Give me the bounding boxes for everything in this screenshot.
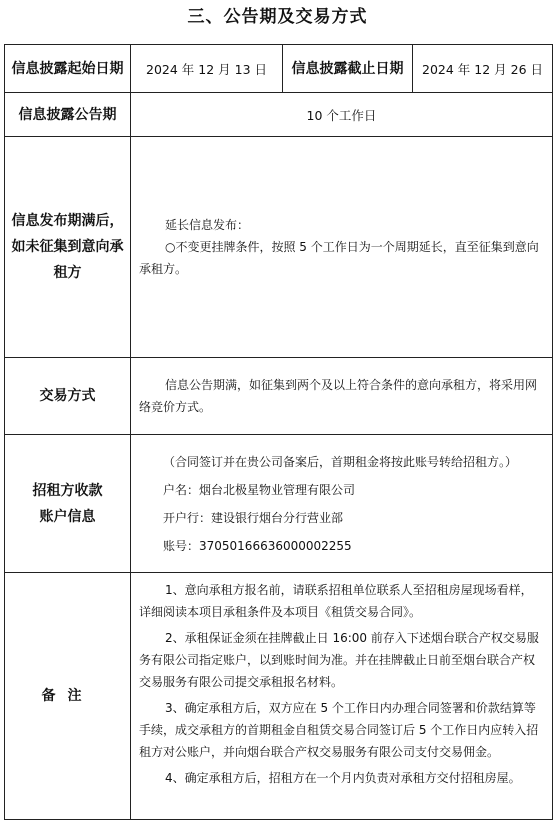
trade-method-content: [131, 358, 553, 435]
account-label-line-2: 账户信息: [39, 508, 96, 525]
extension-heading: 延长信息发布：: [165, 218, 250, 232]
remarks-label: [5, 573, 131, 820]
remark-item-3: 3、确定承租方后，双方应在 5 个工作日内办理合同签署和价款结算等手续，成交承租方的首期租金自租赁交易合同签订后 5 个工作日内应转入招租方对公账户，并向烟台联合产权交易服务有限公司支付交易佣金。: [139, 701, 539, 759]
extension-label-line-2: 如未征集到意向承: [11, 239, 124, 255]
extension-text: ○不变更挂牌条件，按照 5 个工作日为一个周期延长，直至征集到意向承租方。: [139, 240, 539, 276]
end-date-value: 2024 年 12 月 26 日: [413, 45, 553, 93]
disclosure-period-row: [5, 93, 553, 137]
extension-content: [131, 137, 553, 358]
start-date-label: 信息披露起始日期: [5, 45, 131, 93]
remarks-label-text: 备注: [41, 688, 94, 704]
remark-item-4: 4、确定承租方后，招租方在一个月内负责对承租方交付招租房屋。: [165, 771, 521, 785]
account-note: （合同签订并在贵公司备案后，首期租金将按此账号转给招租方。）: [163, 454, 518, 469]
remark-item-2: 2、承租保证金须在挂牌截止日 16:00 前存入下述烟台联合产权交易服务有限公司指定账户，以到账时间为准。并在挂牌截止日前至烟台联合产权交易服务有限公司提交承租报名材料。: [139, 631, 539, 689]
remark-item-1: 1、意向承租方报名前，请联系招租单位联系人至招租房屋现场看样，详细阅读本项目承租条件及本项目《租赁交易合同》。: [139, 583, 533, 619]
account-number: 账号：37050166636000002255: [163, 538, 352, 553]
account-name: 户名：烟台北极星物业管理有限公司: [163, 482, 356, 497]
extension-label: [5, 137, 131, 358]
account-label-line-1: 招租方收款: [32, 482, 103, 499]
remarks-row: [5, 573, 553, 820]
trade-method-row: [5, 358, 553, 435]
account-info-row: [5, 435, 553, 573]
account-info-label: [5, 435, 131, 573]
remarks-content: [131, 573, 553, 820]
start-date-value: 2024 年 12 月 13 日: [131, 45, 283, 93]
period-value: 10 个工作日: [131, 93, 553, 137]
extension-label-line-1: 信息发布期满后，: [11, 213, 124, 229]
section-title: 三、公告期及交易方式: [187, 7, 368, 27]
account-info-content: [131, 435, 553, 573]
trade-method-text: 信息公告期满，如征集到两个及以上符合条件的意向承租方，将采用网络竞价方式。: [139, 378, 538, 414]
trade-method-label: 交易方式: [5, 358, 131, 435]
account-bank: 开户行：建设银行烟台分行营业部: [163, 510, 344, 525]
disclosure-dates-row: [5, 45, 553, 93]
extension-row: [5, 137, 553, 358]
announcement-table: [4, 44, 553, 820]
period-label: 信息披露公告期: [5, 93, 131, 137]
end-date-label: 信息披露截止日期: [283, 45, 413, 93]
extension-label-line-3: 租方: [53, 265, 82, 281]
